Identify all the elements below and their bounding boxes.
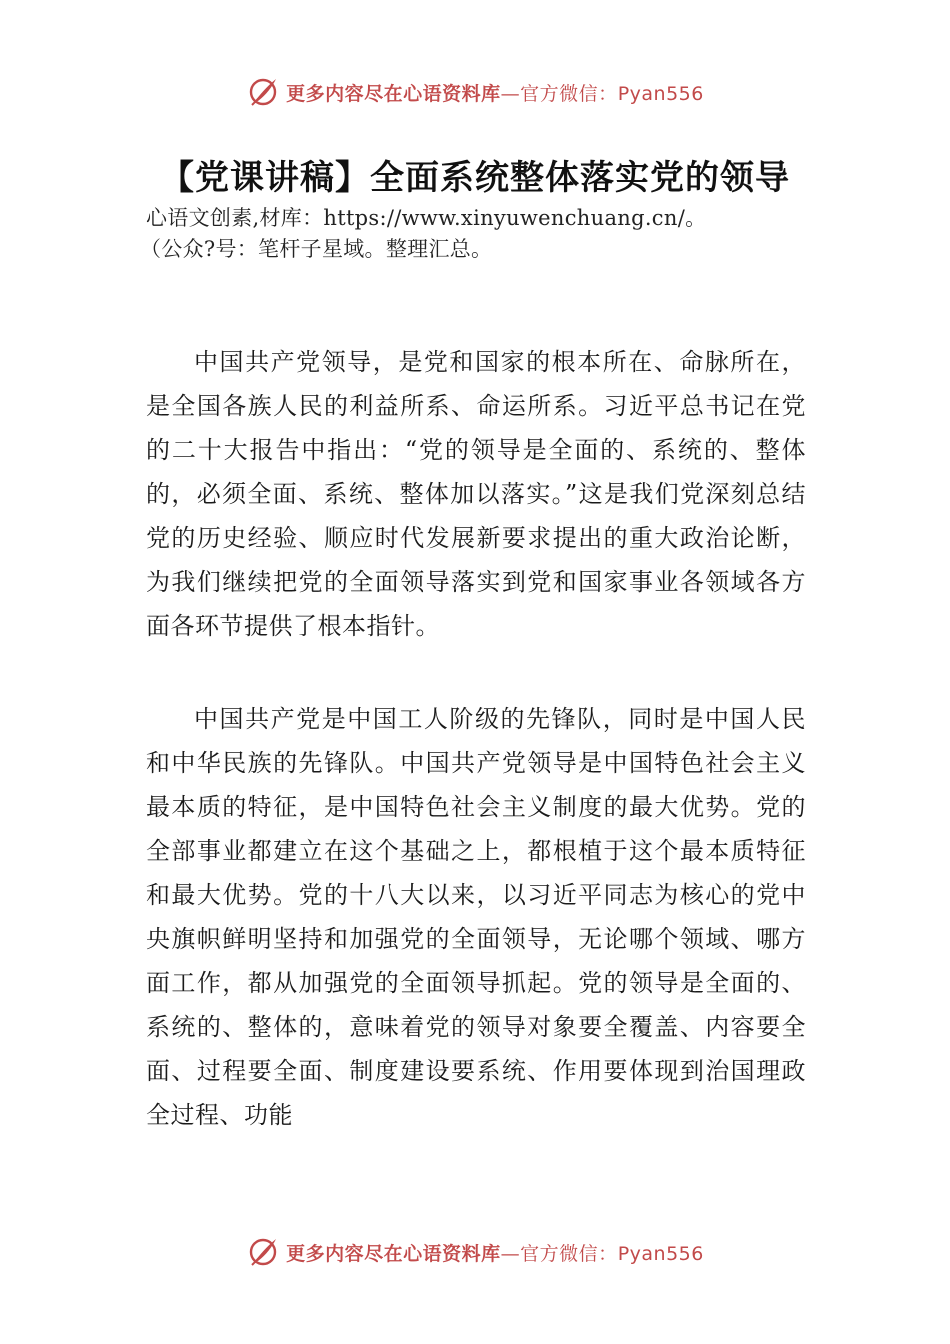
banner-text [286, 79, 704, 106]
banner-site-text: 更多内容尽在心语资料库 [286, 1242, 501, 1265]
document-title: 【党课讲稿】全面系统整体落实党的领导 [160, 158, 790, 198]
body-paragraph-1: 中国共产党领导，是党和国家的根本所在、命脉所在，是全国各族人民的利益所系、命运所系。习近平总书记在党的二十大报告中指出：“党的领导是全面的、系统的、整体的，必须全面、系统、整体加以落实。”这是我们党深刻总结党的历史经验、顺应时代发展新要求提出的重大政治论断，为我们继续把党的全面领导落实到党和国家事业各领域各方面各环节提供了根本指针。 [146, 348, 806, 640]
banner-separator: — [500, 82, 521, 105]
banner-wechat-id: Pyan556 [617, 1242, 704, 1265]
banner-wechat-label: 官方微信： [520, 82, 618, 105]
body-paragraph-2: 中国共产党是中国工人阶级的先锋队，同时是中国人民和中华民族的先锋队。中国共产党领导是中国特色社会主义最本质的特征，是中国特色社会主义制度的最大优势。党的全部事业都建立在这个基础之上，都根植于这个最本质特征和最大优势。党的十八大以来，以习近平同志为核心的党中央旗帜鲜明坚持和加强党的全面领导，无论哪个领域、哪方面工作，都从加强党的全面领导抓起。党的领导是全面的、系统的、整体的，意味着党的领导对象要全覆盖、内容要全面、过程要全面、制度建设要系统、作用要体现到治国理政全过程、功能 [146, 705, 806, 1129]
banner-site-text: 更多内容尽在心语资料库 [286, 82, 501, 105]
banner-wechat-label: 官方微信： [520, 1242, 618, 1265]
source-line-1: 心语文创素,材库：https://www.xinyuwenchuang.cn/。 [146, 206, 707, 230]
banner-separator: — [500, 1242, 521, 1265]
banner-text [286, 1239, 704, 1266]
header-banner [0, 70, 950, 114]
quill-pen-logo-icon [246, 75, 280, 109]
quill-pen-logo-icon [246, 1235, 280, 1269]
banner-wechat-id: Pyan556 [617, 82, 704, 105]
source-line-2: （公众?号：笔杆子星域。整理汇总。 [140, 237, 493, 261]
footer-banner [0, 1230, 950, 1274]
